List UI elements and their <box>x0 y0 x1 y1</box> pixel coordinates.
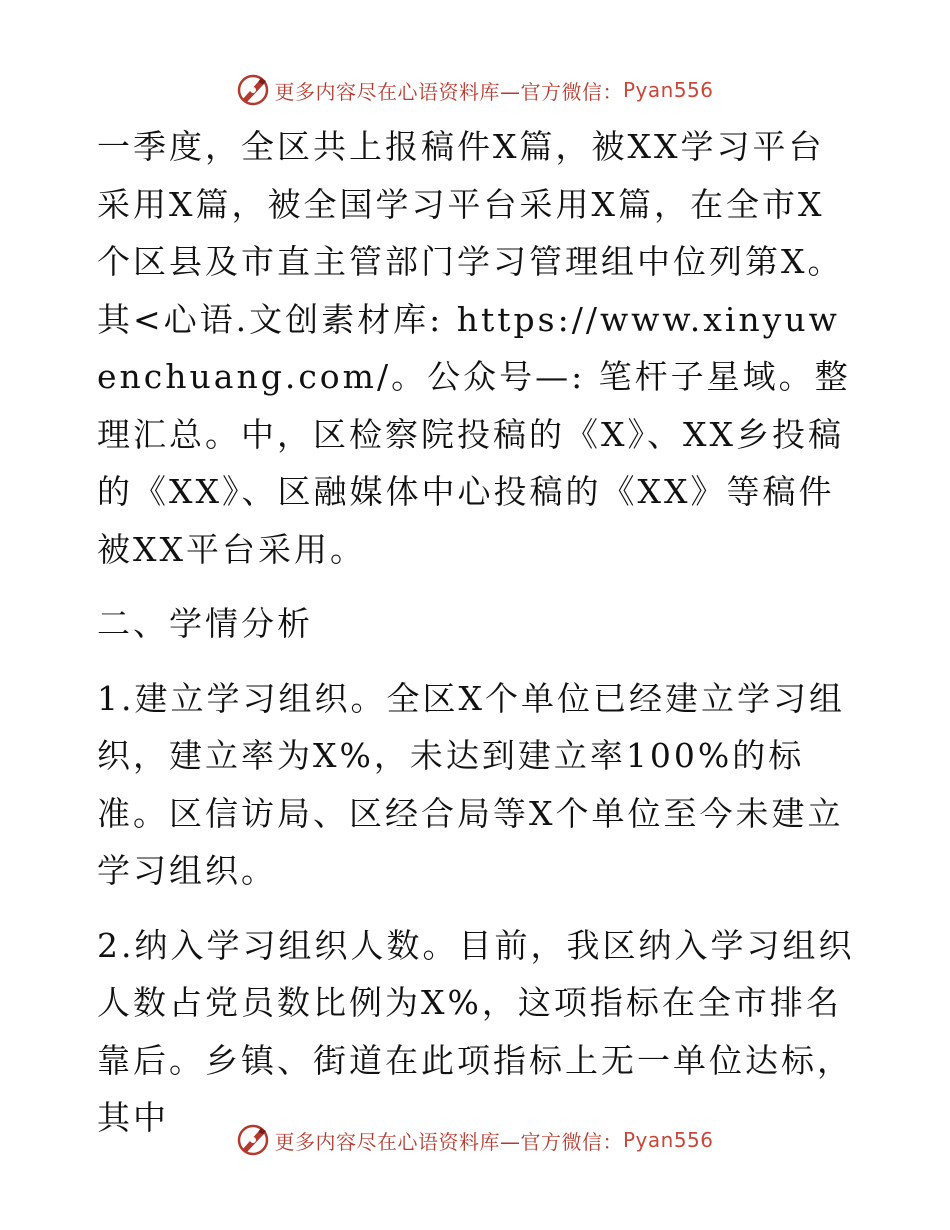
pen-logo-icon <box>236 1123 270 1157</box>
document-body <box>97 118 857 1147</box>
paragraph-2: 1.建立学习组织。全区X个单位已经建立学习组织，建立率为X%，未达到建立率100%的标准。区信访局、区经合局等X个单位至今未建立学习组织。 <box>97 678 845 890</box>
footer-banner <box>0 1120 950 1160</box>
header-wechat-id: Pyan556 <box>622 78 714 102</box>
paragraph-3: 2.纳入学习组织人数。目前，我区纳入学习组织人数占党员数比例为X%，这项指标在全市排名靠后。乡镇、街道在此项指标上无一单位达标，其中 <box>97 925 855 1137</box>
header-banner <box>0 70 950 110</box>
footer-wechat-id: Pyan556 <box>622 1128 714 1152</box>
section-heading: 二、学情分析 <box>97 604 313 643</box>
header-banner-text: 更多内容尽在心语资料库—官方微信： <box>274 79 623 104</box>
footer-banner-text: 更多内容尽在心语资料库—官方微信： <box>274 1129 623 1154</box>
pen-logo-icon <box>236 73 270 107</box>
paragraph-1: 一季度，全区共上报稿件X篇，被XX学习平台采用X篇，被全国学习平台采用X篇，在全市X个区县及市直主管部门学习管理组中位列第X。其<心语.文创素材库: https://www.xinyuwenchuang.com/。公众号—: 笔杆子星域。整理汇总。中，区检察院投稿的《X》、XX乡投稿的《XX》、区融媒体中心投稿的《XX》等稿件被XX平台采用。 <box>97 127 851 569</box>
